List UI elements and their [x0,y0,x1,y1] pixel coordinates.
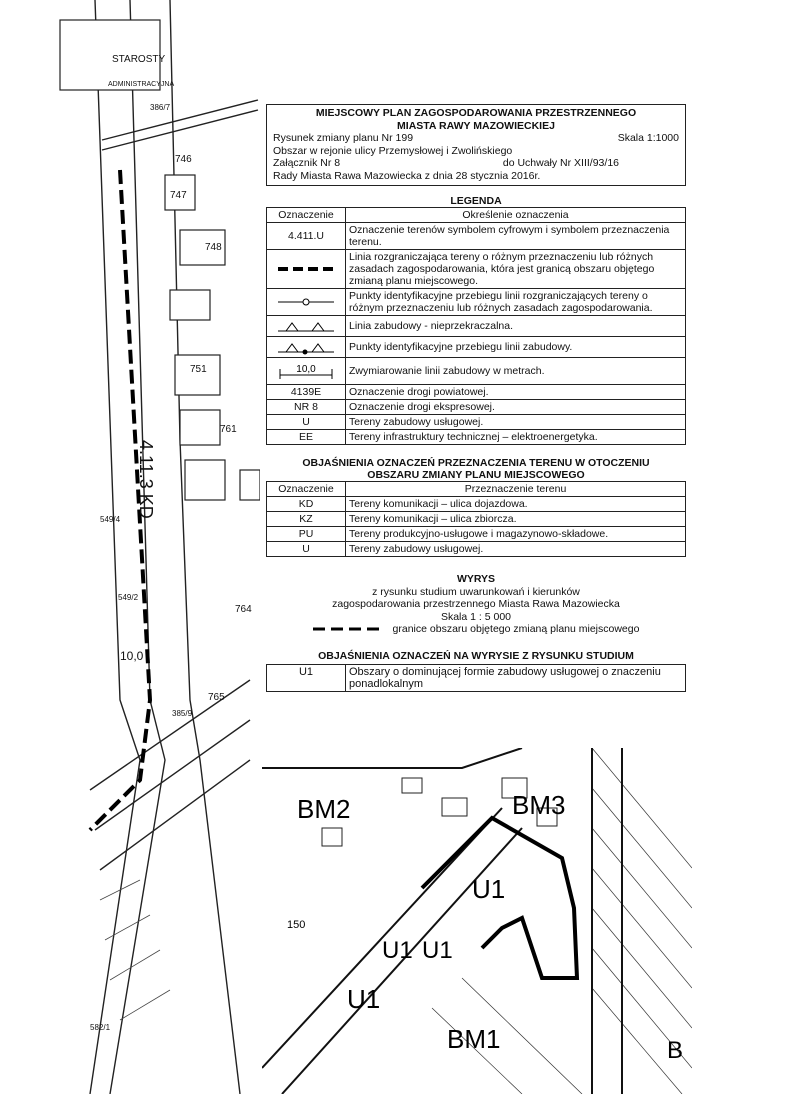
table-row [267,664,686,691]
dimension-symbol [267,358,346,385]
wyrys-line1: z rysunku studium uwarunkowań i kierunków [372,585,580,598]
map-label-parcel-748: 748 [205,242,222,253]
legend-title: LEGENDA [450,195,502,207]
drawing-number: Rysunek zmiany planu Nr 199 [273,132,414,144]
legend-text: Oznaczenie drogi ekspresowej. [346,400,686,415]
table-row [267,497,686,512]
legend-text: Tereny infrastruktury technicznej – elektroenergetyka. [346,430,686,445]
surroundings-text: Tereny produkcyjno-usługowe i magazynowo-składowe. [346,527,686,542]
legend-code: EE [267,430,346,445]
attachment-label: Załącznik Nr 8 [273,157,341,169]
legend-col-desc: Określenie oznaczenia [346,208,686,223]
resolution-label: do Uchwały Nr XIII/93/16 [502,157,619,169]
surroundings-code: KZ [267,512,346,527]
dimension-value: 10,0 [296,364,316,375]
boundary-legend-text: granice obszaru objętego zmianą planu miejscowego [392,623,640,635]
legend-code: 4.411.U [267,223,346,250]
dashed-line-symbol [267,250,346,289]
map-label-parcel-765: 765 [208,692,225,703]
study-label-u1-a: U1 [472,874,506,904]
map-label-misc-2: 385/9 [172,709,193,718]
legend-text: Tereny zabudowy usługowej. [346,415,686,430]
legend-code: NR 8 [267,400,346,415]
surroundings-text: Tereny komunikacji – ulica zbiorcza. [346,512,686,527]
table-row [267,415,686,430]
building-line-symbol [267,316,346,337]
study-label-150: 150 [287,919,306,931]
map-label-parcel-747: 747 [170,190,187,201]
table-row [267,385,686,400]
map-label-dimension: 10,0 [120,649,144,663]
legend-text: Linia rozgraniczająca tereny o różnym przeznaczeniu lub różnych zasadach zagospodarowania, która jest granicą obszaru objętego zmianą planu miejscowego. [346,250,686,289]
wyrys-block [266,573,686,636]
surroundings-title-1: OBJAŚNIENIA OZNACZEŃ PRZEZNACZENIA TERENU W OTOCZENIU [302,457,650,469]
study-table [266,664,686,692]
scale-label: Skala 1:1000 [617,132,679,144]
point-line-symbol [267,289,346,316]
map-label-misc-5: 582/1 [90,1023,111,1032]
table-row [267,512,686,527]
map-label-parcel-746: 746 [175,154,192,165]
map-label-misc-3: 549/4 [100,515,121,524]
wyrys-title: WYRYS [456,573,496,585]
council-label: Rady Miasta Rawa Mazowiecka z dnia 28 stycznia 2016r. [273,169,541,182]
surroundings-table [266,481,686,557]
study-label-u1-b: U1 [382,937,413,964]
legend-text: Punkty identyfikacyjne przebiegu linii zabudowy. [346,337,686,358]
map-label-admin: ADMINISTRACYJNA [108,81,175,88]
plan-title-line1: MIEJSCOWY PLAN ZAGOSPODAROWANIA PRZESTRZENNEGO [315,107,637,119]
surroundings-col-desc: Przeznaczenie terenu [346,482,686,497]
study-label-u1-c: U1 [422,937,453,964]
study-label-bm1: BM1 [447,1024,501,1054]
study-label-bm2: BM2 [297,794,351,824]
table-row [267,358,686,385]
table-row [267,289,686,316]
legend-col-code: Oznaczenie [267,208,346,223]
surroundings-code: U [267,542,346,557]
table-row [267,316,686,337]
legend-code: 4139E [267,385,346,400]
title-block [266,104,686,186]
boundary-legend [266,623,686,636]
map-label-street: STAROSTY [112,54,166,65]
wyrys-scale: Skala 1 : 5 000 [440,610,512,623]
legend-code: U [267,415,346,430]
wyrys-line2: zagospodarowania przestrzennego Miasta Rawa Mazowiecka [332,598,620,610]
table-row [267,527,686,542]
study-label-u1-d: U1 [347,984,381,1014]
map-label-misc-1: 386/7 [150,103,171,112]
surroundings-text: Tereny komunikacji – ulica dojazdowa. [346,497,686,512]
study-text: Obszary o dominującej formie zabudowy usługowej o znaczeniu ponadlokalnym [346,664,686,691]
surroundings-code: PU [267,527,346,542]
map-label-parcel-761: 761 [220,424,237,435]
table-row [267,430,686,445]
map-label-misc-4: 549/2 [118,593,139,602]
study-title: OBJAŚNIENIA OZNACZEŃ NA WYRYSIE Z RYSUNKU STUDIUM [318,649,634,662]
boundary-dash-symbol [313,625,383,633]
table-row [267,250,686,289]
legend-text: Linia zabudowy - nieprzekraczalna. [346,316,686,337]
map-label-parcel-751: 751 [190,364,207,375]
study-code: U1 [267,664,346,691]
legend-text: Oznaczenie drogi powiatowej. [346,385,686,400]
surroundings-col-code: Oznaczenie [267,482,346,497]
study-label-b: B [667,1037,684,1064]
plan-map-excerpt [0,0,260,1094]
area-label: Obszar w rejonie ulicy Przemysłowej i Zwolińskiego [273,144,513,157]
map-label-parcel-764: 764 [235,604,252,615]
map-label-plan-code: 4.11.3 KD [136,440,156,519]
table-row [267,337,686,358]
surroundings-code: KD [267,497,346,512]
surroundings-text: Tereny zabudowy usługowej. [346,542,686,557]
table-row [267,400,686,415]
legend-text: Zwymiarowanie linii zabudowy w metrach. [346,358,686,385]
table-row [267,542,686,557]
study-label-bm3: BM3 [512,790,566,820]
table-row [267,223,686,250]
legend-text: Punkty identyfikacyjne przebiegu linii rozgraniczających tereny o różnym przeznaczeniu lub różnych zasadach zagospodarowania. [346,289,686,316]
surroundings-title-2: OBSZARU ZMIANY PLANU MIEJSCOWEGO [367,469,585,481]
study-map-excerpt [262,748,692,1094]
legend-table [266,207,686,445]
legend-text: Oznaczenie terenów symbolem cyfrowym i symbolem przeznaczenia terenu. [346,223,686,250]
building-point-symbol [267,337,346,358]
plan-title-line2: MIASTA RAWY MAZOWIECKIEJ [397,119,555,132]
legend-panel [266,104,686,692]
